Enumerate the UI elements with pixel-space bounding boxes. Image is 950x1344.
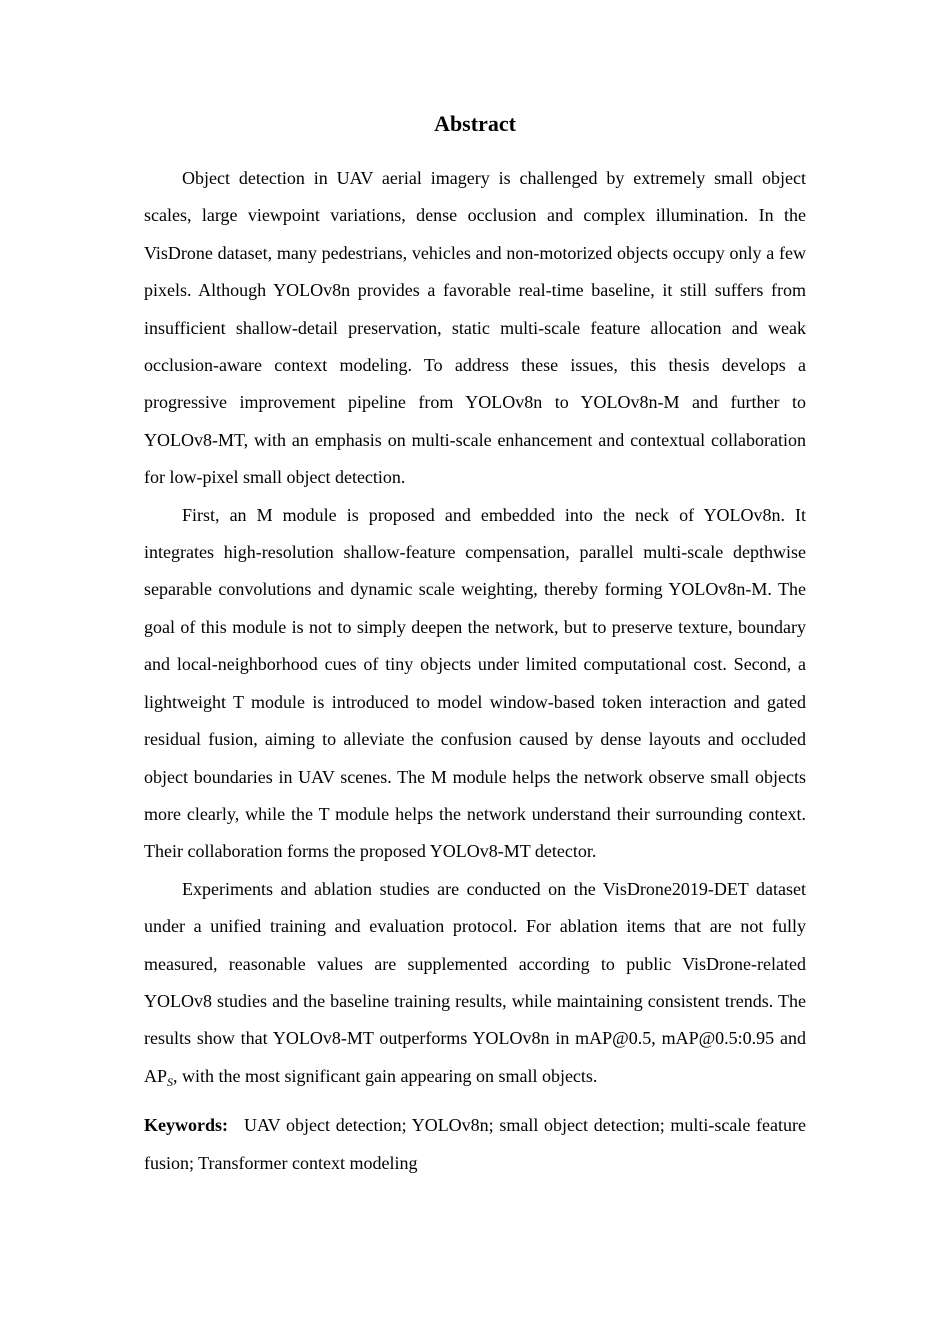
- keywords-label: Keywords:: [144, 1115, 228, 1136]
- paragraph-3-tail: , with the most significant gain appearing on small objects.: [173, 1065, 598, 1086]
- keywords-line: [144, 1107, 806, 1182]
- abstract-paragraph-3: [144, 871, 806, 1101]
- abstract-body: [144, 160, 806, 1182]
- ap-subscript: S: [167, 1074, 174, 1089]
- keywords-text: UAV object detection; YOLOv8n; small object detection; multi-scale feature fusion; Transformer context modeling: [144, 1115, 806, 1173]
- paragraph-3-text: Experiments and ablation studies are conducted on the VisDrone2019-DET dataset under a unified training and evaluation protocol. For ablation items that are not fully measured, reasonable values are supplemented according to public VisDrone-related YOLOv8 studies and the baseline training results, while maintaining consistent trends. The results show that YOLOv8-MT outperforms YOLOv8n in mAP@0.5, mAP@0.5:0.95 and AP: [144, 878, 806, 1086]
- abstract-paragraph-2: First, an M module is proposed and embedded into the neck of YOLOv8n. It integrates high-resolution shallow-feature compensation, parallel multi-scale depthwise separable convolutions and dynamic scale weighting, thereby forming YOLOv8n-M. The goal of this module is not to simply deepen the network, but to preserve texture, boundary and local-neighborhood cues of tiny objects under limited computational cost. Second, a lightweight T module is introduced to model window-based token interaction and gated residual fusion, aiming to alleviate the confusion caused by dense layouts and occluded object boundaries in UAV scenes. The M module helps the network observe small objects more clearly, while the T module helps the network understand their surrounding context. Their collaboration forms the proposed YOLOv8-MT detector.: [144, 504, 806, 862]
- abstract-title: Abstract: [434, 111, 516, 136]
- abstract-paragraph-1: Object detection in UAV aerial imagery is challenged by extremely small object scales, large viewpoint variations, dense occlusion and complex illumination. In the VisDrone dataset, many pedestrians, vehicles and non-motorized objects occupy only a few pixels. Although YOLOv8n provides a favorable real-time baseline, it still suffers from insufficient shallow-detail preservation, static multi-scale feature allocation and weak occlusion-aware context modeling. To address these issues, this thesis develops a progressive improvement pipeline from YOLOv8n to YOLOv8n-M and further to YOLOv8-MT, with an emphasis on multi-scale enhancement and contextual collaboration for low-pixel small object detection.: [144, 168, 806, 488]
